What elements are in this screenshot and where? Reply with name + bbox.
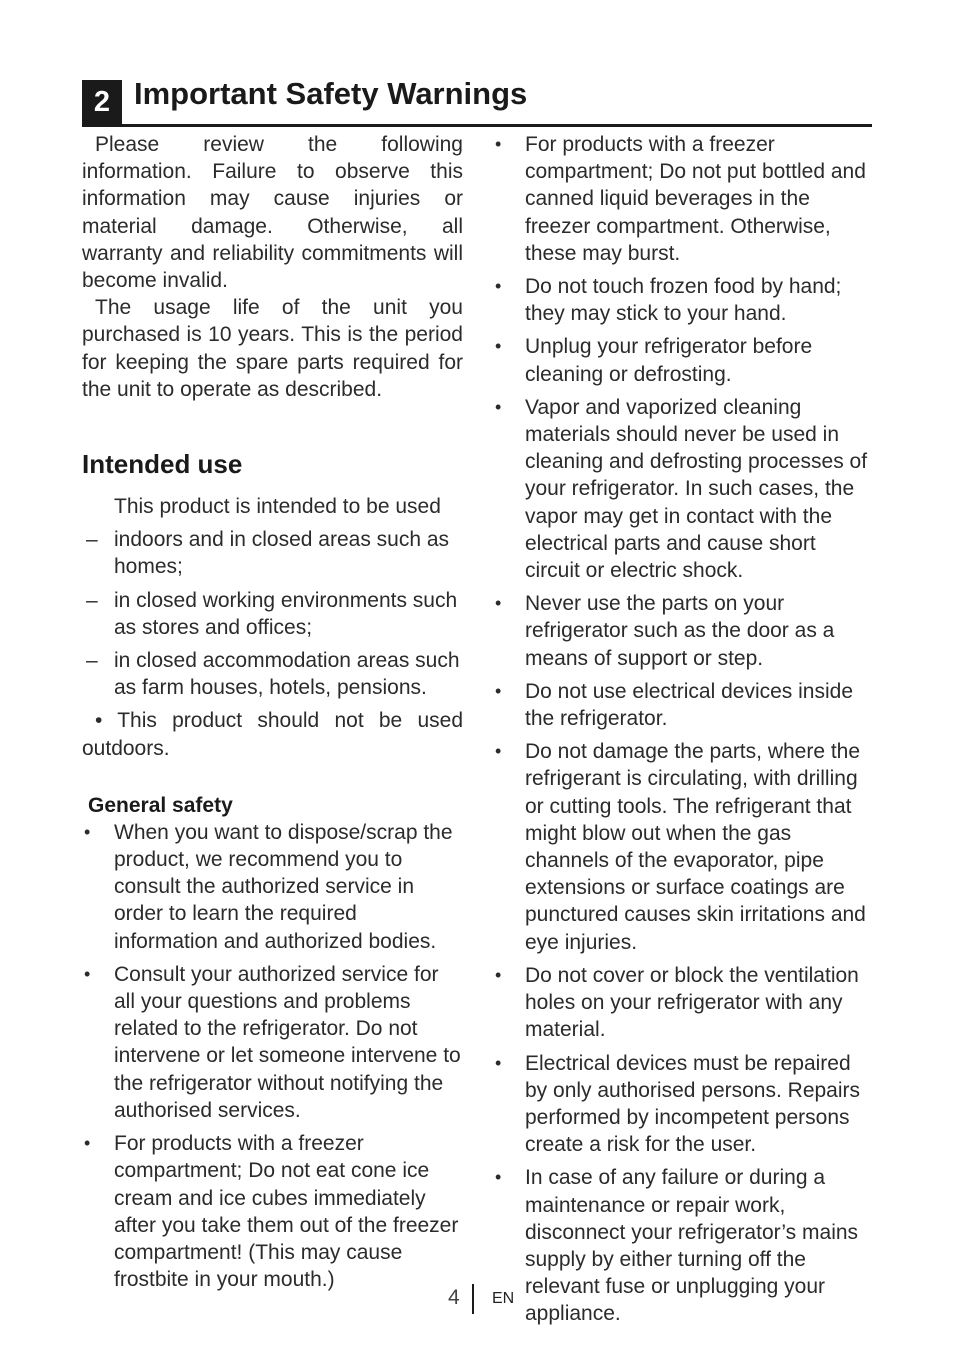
bullet-marker: •	[84, 963, 91, 984]
list-item	[493, 738, 873, 956]
list-item-text: In case of any failure or during a maintenance or repair work, disconnect your refrigerator’s mains supply by either turning off the relevant fuse or unplugging your appliance.	[525, 1166, 859, 1326]
page-footer	[0, 1284, 954, 1316]
list-item-text: Never use the parts on your refrigerator such as the door as a means of support or step.	[525, 592, 835, 670]
bullet-marker: •	[495, 134, 502, 154]
bullet-marker: •	[495, 336, 502, 357]
list-item	[493, 131, 873, 267]
list-item	[82, 961, 463, 1124]
list-item-text: Consult your authorized service for all your questions and problems related to the refrigerator. Do not intervene or let someone intervene to the refrigerator without notifying the authorised services.	[114, 962, 461, 1122]
list-item-text: in closed accommodation areas such as farm houses, hotels, pensions.	[114, 649, 460, 700]
list-item	[493, 962, 873, 1044]
page-title: Important Safety Warnings	[134, 76, 528, 111]
right-column	[493, 131, 873, 1334]
intro-paragraph-1: Please review the following information. Failure to observe this information may cause injuries or material damage. Otherwise, all warranty and reliability commitments will become invalid.	[82, 133, 463, 293]
list-item-text: Unplug your refrigerator before cleaning or defrosting.	[525, 335, 813, 386]
list-item	[493, 1050, 873, 1159]
dash-marker: –	[86, 528, 98, 552]
list-item-text: indoors and in closed areas such as homes;	[114, 528, 450, 579]
dash-marker: –	[86, 649, 98, 673]
general-safety-heading: General safety	[88, 793, 233, 817]
intended-use-intro: This product is intended to be used	[114, 495, 441, 519]
chapter-header	[82, 76, 872, 127]
bullet-marker: •	[495, 1052, 502, 1073]
list-item	[493, 678, 873, 732]
list-item-text: Do not damage the parts, where the refrigerant is circulating, with drilling or cutting tools. The refrigerant that might blow out when the gas channels of the evaporator, pipe extensions or surface coatings are punctured causes skin irritations and eye injuries.	[525, 740, 866, 954]
chapter-number-badge: 2	[82, 80, 122, 124]
bullet-marker: •	[84, 821, 91, 842]
list-item	[82, 819, 463, 955]
list-item-text: in closed working environments such as stores and offices;	[114, 588, 458, 639]
left-column	[82, 131, 463, 1299]
list-item	[493, 590, 873, 672]
list-item-text: Do not touch frozen food by hand; they may stick to your hand.	[525, 275, 842, 326]
intended-use-list	[82, 526, 463, 701]
list-item-text: Do not cover or block the ventilation holes on your refrigerator with any material.	[525, 963, 859, 1042]
language-code: EN	[492, 1290, 515, 1307]
outdoor-use-note: • This product should not be used outdoors.	[82, 709, 463, 760]
list-item-text: For products with a freezer compartment; Do not eat cone ice cream and ice cubes immediately after you take them out of the freezer compartment! (This may cause frostbite in your mouth.)	[114, 1132, 459, 1292]
list-item	[82, 526, 463, 580]
bullet-marker: •	[495, 680, 502, 701]
dash-marker: –	[86, 588, 98, 612]
list-item	[493, 333, 873, 387]
bullet-marker: •	[495, 1167, 502, 1188]
list-item	[82, 647, 463, 701]
intro-paragraph-2: The usage life of the unit you purchased is 10 years. This is the period for keeping the spare parts required for the unit to operate as described.	[82, 296, 463, 401]
list-item-text: Electrical devices must be repaired by only authorised persons. Repairs performed by incompetent persons create a risk for the user.	[525, 1051, 861, 1157]
bullet-marker: •	[495, 741, 502, 762]
bullet-marker: •	[495, 964, 502, 985]
list-item	[82, 1130, 463, 1293]
bullet-marker: •	[495, 276, 502, 297]
intended-use-heading: Intended use	[82, 449, 243, 480]
bullet-marker: •	[84, 1133, 91, 1154]
list-item-text: When you want to dispose/scrap the product, we recommend you to consult the authorized service in order to learn the required information and authorized bodies.	[114, 820, 453, 953]
general-safety-list	[82, 819, 463, 1293]
list-item	[82, 587, 463, 641]
footer-divider	[472, 1284, 474, 1314]
page-number: 4	[448, 1286, 460, 1309]
list-item	[493, 273, 873, 327]
safety-warnings-list	[493, 131, 873, 1328]
list-item-text: Do not use electrical devices inside the refrigerator.	[525, 679, 854, 731]
bullet-marker: •	[495, 593, 502, 614]
list-item	[493, 394, 873, 584]
list-item-text: Vapor and vaporized cleaning materials should never be used in cleaning and defrosting processes of your refrigerator. In such cases, the vapor may get in contact with the electrical parts and cause short circuit or electric shock.	[525, 395, 868, 583]
bullet-marker: •	[495, 396, 502, 417]
list-item-text: For products with a freezer compartment; Do not put bottled and canned liquid beverages in the freezer compartment. Otherwise, these may burst.	[525, 133, 866, 265]
